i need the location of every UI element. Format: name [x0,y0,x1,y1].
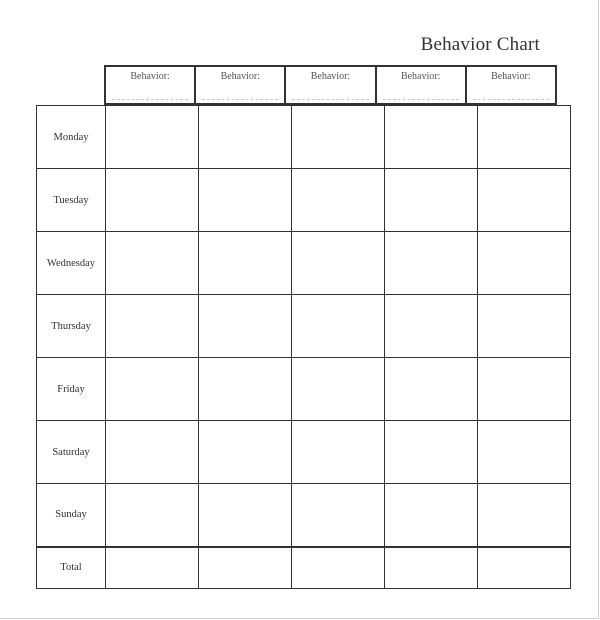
table-row [37,232,571,295]
day-label-thursday: Thursday [37,295,106,358]
total-cell[interactable] [106,547,199,589]
grid-cell[interactable] [385,421,478,484]
grid-cell[interactable] [106,421,199,484]
total-cell[interactable] [292,547,385,589]
grid-cell[interactable] [385,106,478,169]
grid-cell[interactable] [106,232,199,295]
table-row [37,295,571,358]
behavior-header-label: Behavior: [491,71,531,82]
grid-cell[interactable] [199,358,292,421]
grid-cell[interactable] [199,421,292,484]
grid-cell[interactable] [478,232,571,295]
behavior-fill-line [383,99,459,100]
grid-cell[interactable] [199,106,292,169]
table-row [37,106,571,169]
table-row [37,169,571,232]
behavior-header-label: Behavior: [310,71,351,82]
total-row [37,547,571,589]
grid-cell[interactable] [106,169,199,232]
grid-cell[interactable] [292,484,385,547]
grid-cell[interactable] [199,232,292,295]
grid-cell[interactable] [292,358,385,421]
total-cell[interactable] [478,547,571,589]
total-label: Total [37,547,106,589]
grid-cell[interactable] [292,232,385,295]
grid-cell[interactable] [478,169,571,232]
behavior-grid [36,105,571,589]
behavior-fill-line [112,99,188,100]
grid-cell[interactable] [106,358,199,421]
chart-title: Behavior Chart [420,34,540,55]
behavior-header-cell[interactable] [465,65,557,105]
grid-cell[interactable] [199,484,292,547]
grid-cell[interactable] [385,295,478,358]
day-label-sunday: Sunday [37,484,106,547]
behavior-header-label: Behavior: [220,71,260,82]
table-row [37,358,571,421]
grid-cell[interactable] [478,358,571,421]
grid-cell[interactable] [292,106,385,169]
grid-cell[interactable] [478,484,571,547]
behavior-header-cell[interactable] [375,65,467,105]
day-label-tuesday: Tuesday [37,169,106,232]
table-row [37,484,571,547]
behavior-header-row [104,65,565,105]
grid-cell[interactable] [292,421,385,484]
behavior-header-cell[interactable] [194,65,286,105]
grid-cell[interactable] [478,421,571,484]
grid-cell[interactable] [292,295,385,358]
grid-cell[interactable] [385,232,478,295]
grid-cell[interactable] [478,295,571,358]
total-cell[interactable] [199,547,292,589]
day-label-monday: Monday [37,106,106,169]
day-label-saturday: Saturday [37,421,106,484]
table-row [37,421,571,484]
grid-cell[interactable] [106,295,199,358]
behavior-header-label: Behavior: [400,71,441,82]
behavior-fill-line [202,99,278,100]
total-cell[interactable] [385,547,478,589]
day-label-friday: Friday [37,358,106,421]
grid-cell[interactable] [106,106,199,169]
behavior-fill-line [473,99,549,100]
grid-cell[interactable] [106,484,199,547]
grid-cell[interactable] [292,169,385,232]
grid-cell[interactable] [199,169,292,232]
grid-cell[interactable] [199,295,292,358]
behavior-header-cell[interactable] [104,65,196,105]
day-label-wednesday: Wednesday [37,232,106,295]
grid-cell[interactable] [385,358,478,421]
grid-cell[interactable] [385,169,478,232]
grid-cell[interactable] [478,106,571,169]
behavior-fill-line [292,99,368,100]
behavior-header-label: Behavior: [130,71,170,82]
behavior-header-cell[interactable] [284,65,376,105]
grid-cell[interactable] [385,484,478,547]
